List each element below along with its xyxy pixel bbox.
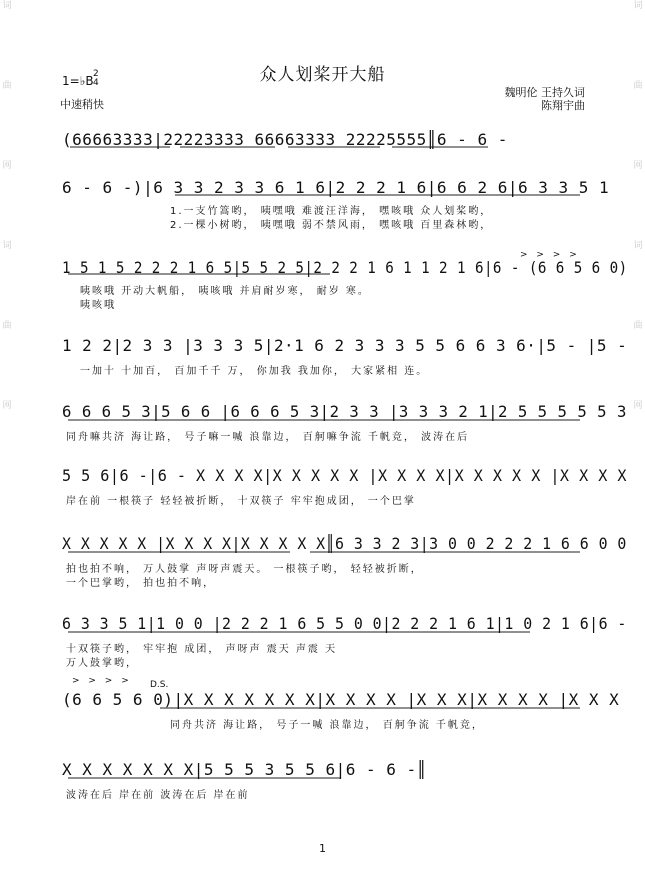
lyric-line-3b: 咦咳哦 bbox=[80, 300, 116, 311]
watermark-char: 词 bbox=[633, 1, 643, 11]
watermark-char: 网 bbox=[633, 161, 643, 171]
lyric-line-9: 同舟共济 海让路， 号子一喊 浪靠边， 百舸争流 千帆竞， bbox=[170, 720, 484, 731]
lyric-line-7b: 一个巴掌哟， 拍也拍不响， bbox=[66, 578, 216, 589]
score-line-1: (66663333|22223333 66663333 22225555║6 - 6 - bbox=[62, 130, 508, 149]
composer-credit: 陈翔宇曲 bbox=[541, 99, 585, 112]
score-line-10: X X X X X X X|5 5 5 3 5 5 6|6 - 6 -║ bbox=[62, 760, 427, 779]
score-line-2: 6 - 6 -)|6 3 3 2 3 3 6 1 6|2 2 2 1 6|6 6 2 6|6 3 3 5 1 bbox=[62, 178, 610, 197]
lyricist-credit: 魏明伦 王持久词 bbox=[504, 86, 585, 99]
watermark-char: 网 bbox=[2, 161, 12, 171]
tempo-marking: 中速稍快 bbox=[60, 98, 104, 111]
watermark-char: 词 bbox=[633, 241, 643, 251]
time-bottom: 4 bbox=[93, 78, 99, 88]
score-line-9: (6 6 5 6 0)|X X X X X X X|X X X X |X X X|X X X X |X X X bbox=[62, 690, 620, 709]
score-line-6: 5 5 6|6 -|6 - X X X X|X X X X X |X X X X|X X X X X |X X X X bbox=[62, 466, 627, 485]
accent-marks: > > > > bbox=[72, 676, 132, 686]
watermark-char: 曲 bbox=[633, 81, 643, 91]
score-line-4: 1 2 2|2 3 3 |3 3 3 5|2·1 6 2 3 3 3 5 5 6 6 3 6·|5 - |5 - bbox=[62, 336, 628, 355]
watermark-char: 网 bbox=[2, 401, 12, 411]
watermark-char: 词 bbox=[2, 1, 12, 11]
watermark-char: 曲 bbox=[2, 321, 12, 331]
lyric-line-4: 一加十 十加百， 百加千千 万， 你加我 我加你， 大家紧相 连。 bbox=[80, 366, 429, 377]
lyric-line-6: 岸在前 一根筷子 轻轻被折断， 十双筷子 牢牢抱成团， 一个巴掌 bbox=[66, 496, 416, 507]
lyric-verse-2: 2.一棵小树哟， 咦嘿哦 弱不禁风雨， 嘿咳哦 百里森林哟， bbox=[170, 220, 493, 231]
lyric-line-8: 十双筷子哟， 牢牢抱 成团， 声呀声 震天 声震 天 bbox=[66, 644, 338, 655]
lyric-line-8b: 万人鼓掌哟， bbox=[66, 658, 138, 669]
song-title: 众人划桨开大船 bbox=[259, 65, 386, 85]
watermark-char: 曲 bbox=[2, 81, 12, 91]
score-line-3: 1 5 1 5 2 2 2 1 6 5|5 5 2 5|2 2 2 1 6 1 1 2 1 6|6 - (6 6 5 6 0) bbox=[62, 258, 628, 277]
lyric-line-5: 同舟嘛共济 海让路， 号子嘛一喊 浪靠边， 百舸嘛争流 千帆竞， 波涛在后 bbox=[66, 432, 470, 443]
watermark-char: 词 bbox=[2, 241, 12, 251]
watermark-char: 网 bbox=[633, 401, 643, 411]
lyric-verse-1: 1.一支竹篙哟， 咦嘿哦 难渡汪洋海， 嘿咳哦 众人划桨哟， bbox=[170, 206, 493, 217]
score-line-5: 6 6 6 5 3|5 6 6 |6 6 6 5 3|2 3 3 |3 3 3 2 1|2 5 5 5 5 5 3 bbox=[62, 402, 627, 421]
score-line-8: 6 3 3 5 1|1 0 0 |2 2 2 1 6 5 5 0 0|2 2 2 1 6 1|1 0 2 1 6|6 - bbox=[62, 614, 627, 633]
score-line-7: X X X X X |X X X X|X X X X X║6 3 3 2 3|3 0 0 2 2 2 1 6 6 0 0 bbox=[62, 534, 627, 553]
watermark-char: 曲 bbox=[633, 321, 643, 331]
time-top: 2 bbox=[93, 69, 99, 79]
lyric-line-7: 拍也拍不响， 万人鼓掌 声呀声震天。 一根筷子哟， 轻轻被折断， bbox=[66, 564, 423, 575]
accent-marks: > > > > bbox=[520, 250, 580, 260]
lyric-line-3: 咦咳哦 开动大帆船， 咦咳哦 并肩耐岁寒， 耐岁 寒。 bbox=[80, 286, 370, 297]
dal-segno-mark: D.S. bbox=[150, 680, 169, 690]
lyric-line-10: 波涛在后 岸在前 波涛在后 岸在前 bbox=[66, 790, 250, 801]
page-number: 1 bbox=[319, 842, 326, 855]
key-signature: 1=♭B bbox=[62, 74, 94, 88]
